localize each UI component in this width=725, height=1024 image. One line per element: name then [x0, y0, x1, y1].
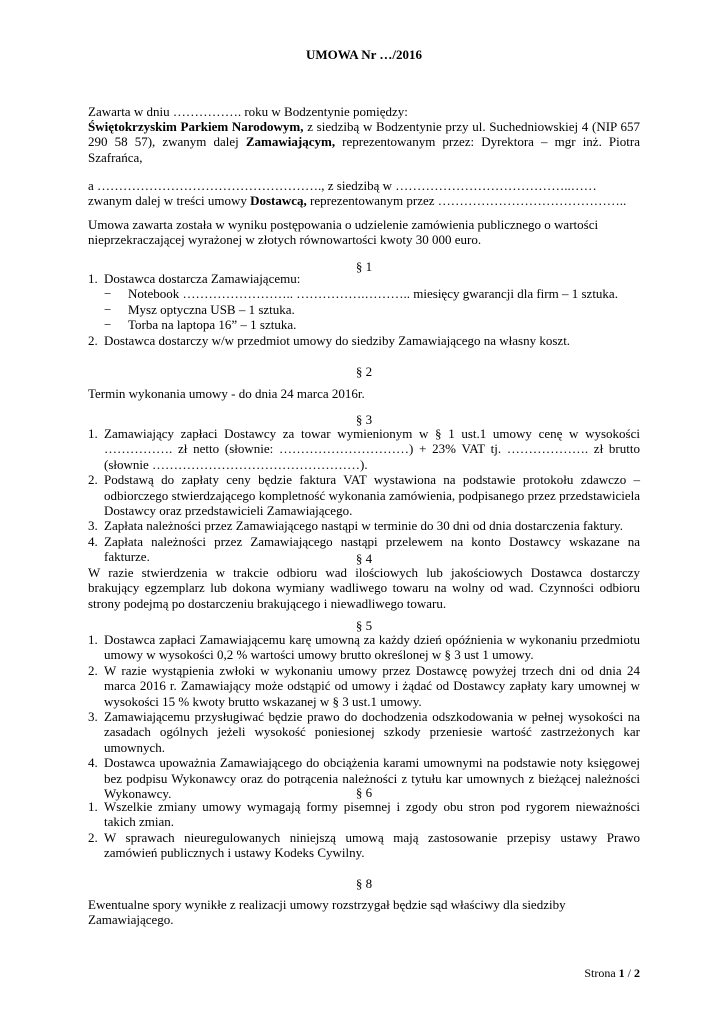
list-item [88, 632, 640, 663]
list-item [88, 709, 640, 755]
equipment-list [88, 286, 640, 332]
list-item-text: Zapłata należności przez Zamawiającego nastąpi przelewem na konto Dostawcy wskazane na fakturze. [104, 533, 640, 565]
contract-basis: Umowa zawarta została w wyniku postępowania o udzielenie zamówienia publicznego o wartości nieprzekraczającej wyrażonej w złotych równowartości kwoty 30 000 euro. [88, 217, 599, 248]
list-number: 3. [88, 518, 98, 534]
party1-details: z siedzibą w Bodzentynie przy ul. Suchedniowskiej 4 (NIP 657 290 58 57), zwanym dalej [88, 119, 640, 150]
section-6-list [88, 799, 640, 861]
list-item [88, 472, 640, 518]
page-current: 1 [618, 966, 625, 980]
section-5-heading: § 5 [355, 618, 373, 633]
list-number: 1. [88, 799, 98, 814]
intro-party2-line: a ……………………………………………., z siedzibą w …………………………………..…… [88, 178, 597, 193]
list-number: 2. [88, 662, 98, 678]
intro-date-line: Zawarta w dniu ……………. roku w Bodzentynie pomiędzy: [88, 104, 408, 119]
list-item [88, 286, 640, 301]
party2-pre: zwanym dalej w treści umowy [88, 193, 251, 208]
list-item [88, 271, 640, 333]
list-item [88, 333, 640, 348]
section-4-heading: § 4 [355, 551, 373, 566]
dash-marker: − [104, 317, 112, 333]
section-1-list [88, 271, 640, 348]
page-separator: / [624, 966, 634, 980]
list-number: 2. [88, 332, 98, 348]
list-item [88, 830, 640, 861]
list-item-text: W sprawach nieuregulowanych niniejszą umową mają zastosowanie przepisy ustawy Prawo zamówień publicznych i ustawy Kodeks Cywilny. [104, 829, 640, 861]
list-item-text: W razie wystąpienia zwłoki w wykonaniu umowy przez Dostawcę powyżej trzech dni od dnia 24 marca 2016 r. Zamawiający może odstąpić od umowy i żądać od Dostawcy zapłaty kary umownej w wysokości 15 % kwoty brutto wskazanej w § 3 ust.1 umowy. [104, 662, 640, 709]
list-item-text: Mysz optyczna USB – 1 sztuka. [128, 301, 295, 317]
dash-marker: − [104, 301, 112, 317]
list-item-text: Dostawca zapłaci Zamawiającemu karę umowną za każdy dzień opóźnienia w wykonaniu przedmiotu umowy w wysokości 0,2 % wartości umowy brutto określonej w § 3 ust 1 umowy. [104, 632, 640, 663]
list-item [88, 799, 640, 830]
intro-party2-role-line [88, 193, 640, 208]
list-item [88, 426, 640, 472]
list-item-text: Dostawca dostarczy w/w przedmiot umowy do siedziby Zamawiającego na własny koszt. [104, 332, 571, 348]
page-footer [88, 966, 640, 981]
dash-marker: − [104, 286, 112, 302]
list-number: 4. [88, 755, 98, 771]
section-2-heading: § 2 [355, 364, 373, 379]
party1-name: Świętokrzyskim Parkiem Narodowym, [88, 119, 304, 134]
list-item-text: Notebook …………………….. …………….……….. miesięcy gwarancji dla firm – 1 sztuka. [128, 286, 618, 302]
section-4-text: W razie stwierdzenia w trakcie odbioru wad ilościowych lub jakościowych Dostawca dostarczy brakujący egzemplarz lub dokona wymiany wadliwego towaru na wolny od wad. Czynności odbioru strony podejmą po dostarczeniu brakującego i niewadliwego towaru. [88, 565, 640, 611]
document-title: UMOWA Nr …/2016 [305, 47, 423, 62]
list-item-text: Zamawiającemu przysługiwać będzie prawo do dochodzenia odszkodowania w pełnej wysokości na zasadach ogólnych jeżeli wysokość poniesionej szkody przeniesie wartość zastrzeżonych kar umownych. [104, 709, 640, 755]
list-number: 2. [88, 829, 98, 845]
list-number: 2. [88, 472, 98, 488]
list-item-text: Zapłata należności przez Zamawiającego nastąpi w terminie do 30 dni od dnia dostarczenia faktury. [104, 518, 623, 534]
section-8-heading: § 8 [355, 876, 373, 891]
party1-representative: reprezentowanym przez: Dyrektora – mgr inż. Piotra Szafrańca, [88, 134, 640, 165]
section-8-text: Ewentualne spory wynikłe z realizacji umowy rozstrzygał będzie sąd właściwy dla siedziby Zamawiającego. [88, 897, 566, 928]
list-number: 1. [88, 632, 98, 647]
page-total: 2 [634, 966, 640, 980]
list-item-text: Torba na laptopa 16” – 1 sztuka. [128, 317, 297, 333]
list-number: 1. [88, 426, 98, 441]
list-item [88, 518, 640, 533]
section-1-heading: § 1 [355, 259, 373, 274]
list-item [88, 302, 640, 317]
section-3-heading: § 3 [355, 412, 373, 427]
section-5-list [88, 632, 640, 801]
party2-post: reprezentowanym przez …………………………………….. [306, 193, 627, 208]
list-item-text: Podstawą do zapłaty ceny będzie faktura VAT wystawiona na podstawie protokołu zdawczo – odbiorczego stwierdzającego kompletność wykonania zamówienia, podpisanego przez przedstawiciela Dostawcy oraz przedstawicieli Zamawiającego. [104, 472, 640, 519]
list-number: 4. [88, 533, 98, 549]
section-2-text: Termin wykonania umowy - do dnia 24 marca 2016r. [88, 386, 365, 401]
section-3-list [88, 426, 640, 565]
list-number: 1. [88, 271, 98, 286]
list-item [88, 663, 640, 709]
list-item-text: Wszelkie zmiany umowy wymagają formy pisemnej i zgody obu stron pod rygorem nieważności takich zmian. [104, 799, 640, 830]
list-item-text: Dostawca upoważnia Zamawiającego do obciążenia karami umownymi na podstawie noty księgowej bez podpisu Wykonawcy oraz do potrącenia należności z tytułu kar umownych z bieżącej należności Wykonawcy. [104, 755, 640, 802]
list-item-text: Zamawiający zapłaci Dostawcy za towar wymienionym w § 1 ust.1 umowy cenę w wysokości ……………. zł netto (słownie: …………………………) + 23% VAT tj. ………………. zł brutto (słownie …………………………………………). [104, 426, 640, 472]
list-number: 3. [88, 709, 98, 725]
party1-role: Zamawiającym, [245, 134, 336, 150]
section-6-heading: § 6 [355, 785, 373, 800]
list-item [88, 317, 640, 332]
list-item-text: Dostawca dostarcza Zamawiającemu: [104, 271, 301, 286]
intro-party1 [88, 119, 640, 165]
party2-role: Dostawcą, [250, 193, 307, 208]
page-label: Strona [584, 966, 619, 980]
